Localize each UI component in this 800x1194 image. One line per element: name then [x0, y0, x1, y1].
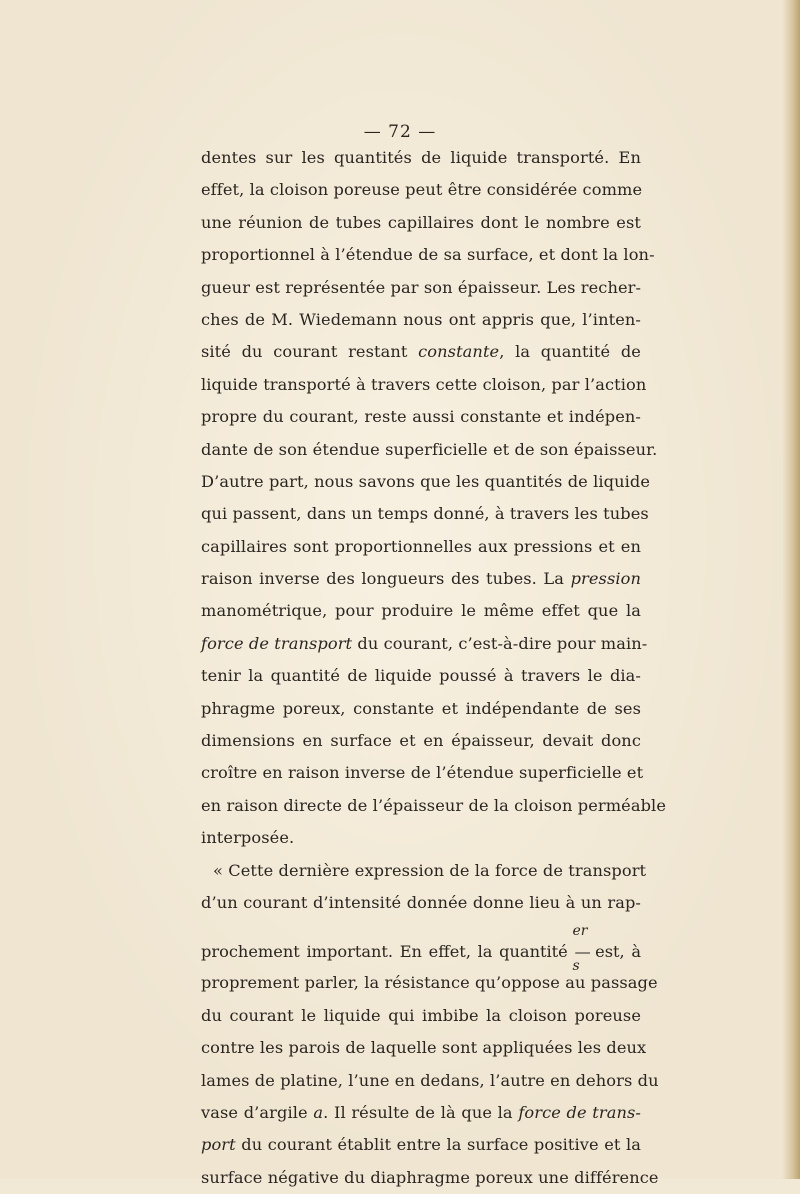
text-line: une réunion de tubes capillaires dont le nombre est: [201, 212, 641, 232]
text-line: effet, la cloison poreuse peut être considérée comme: [201, 180, 643, 200]
text-span: du courant établit entre la surface positive et la: [235, 1135, 641, 1155]
italic-term: constante: [418, 342, 500, 362]
italic-term: a: [313, 1102, 324, 1122]
text-span: , la quantité de: [499, 342, 641, 362]
text-line: surface négative du diaphragme poreux une différence: [201, 1167, 659, 1187]
italic-term: pression: [570, 569, 642, 589]
text-span: . Il résulte de là que la: [323, 1102, 519, 1122]
italic-term: force de trans-: [518, 1102, 642, 1122]
text-line: du courant le liquide qui imbibe la cloison poreuse: [201, 1005, 641, 1025]
text-line: [201, 336, 641, 368]
text-span: est, à: [588, 942, 641, 962]
text-line: croître en raison inverse de l’étendue superficielle et: [201, 763, 644, 783]
text-line: manométrique, pour produire le même effet que la: [201, 601, 641, 621]
text-line: ches de M. Wiedemann nous ont appris que, l’inten-: [201, 309, 641, 329]
text-line: [201, 1129, 641, 1161]
text-line: D’autre part, nous savons que les quantités de liquide: [201, 471, 651, 491]
text-line: lames de platine, l’une en dedans, l’autre en dehors du: [201, 1070, 659, 1090]
body-text: [201, 142, 667, 1194]
text-line: proprement parler, la résistance qu’oppose au passage: [201, 973, 658, 993]
fraction-line-text: [201, 923, 641, 975]
text-line: liquide transporté à travers cette cloison, par l’action: [201, 374, 647, 394]
text-span: vase d’argile: [201, 1102, 308, 1122]
text-line: [201, 628, 648, 660]
text-line: propre du courant, reste aussi constante et indépen-: [201, 407, 641, 427]
text-line: tenir la quantité de liquide poussé à travers le dia-: [201, 666, 641, 686]
fraction-denominator: s: [572, 958, 580, 975]
text-line: interposée.: [201, 828, 295, 848]
text-span: prochement important. En effet, la quantité: [201, 942, 575, 962]
text-line: [201, 563, 641, 595]
text-line: « Cette dernière expression de la force de transport: [213, 860, 647, 880]
text-line: contre les parois de laquelle sont appliquées les deux: [201, 1038, 647, 1058]
fraction-bar: —: [574, 942, 591, 962]
page-number: — 72 —: [363, 122, 437, 142]
italic-term: port: [201, 1135, 236, 1155]
text-span: sité du courant restant: [201, 342, 408, 362]
text-line: en raison directe de l’épaisseur de la cloison perméable: [201, 795, 667, 815]
text-line: capillaires sont proportionnelles aux pressions et en: [201, 536, 641, 556]
text-line: qui passent, dans un temps donné, à travers les tubes: [201, 504, 649, 524]
text-span: raison inverse des longueurs des tubes. La: [201, 569, 565, 589]
text-line: gueur est représentée par son épaisseur. Les recher-: [201, 277, 642, 297]
text-line: phragme poreux, constante et indépendante de ses: [201, 698, 641, 718]
text-line: dentes sur les quantités de liquide transporté. En: [201, 148, 641, 167]
fraction-line: [201, 921, 641, 975]
page-edge-shadow: [782, 0, 800, 1179]
fraction-numerator: er: [572, 923, 588, 940]
italic-term: force de transport: [201, 633, 353, 653]
text-line: dimensions en surface et en épaisseur, devait donc: [201, 731, 641, 751]
text-span: du courant, c’est-à-dire pour main-: [357, 633, 648, 653]
text-line: proportionnel à l’étendue de sa surface, et dont la lon-: [201, 245, 655, 265]
text-line: d’un courant d’intensité donnée donne lieu à un rap-: [201, 892, 641, 912]
text-line: [201, 1097, 641, 1129]
text-line: dante de son étendue superficielle et de son épaisseur.: [201, 439, 658, 459]
fraction: [572, 923, 591, 975]
